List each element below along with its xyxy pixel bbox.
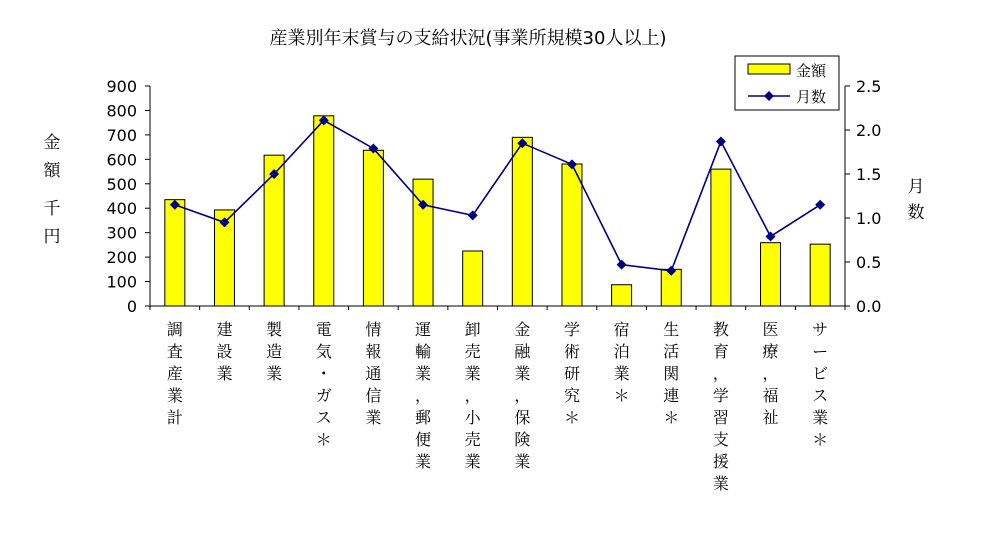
bar-3 — [314, 116, 334, 306]
bar-11 — [711, 169, 731, 306]
bar-6 — [463, 251, 483, 306]
y2-tick-label-3: 1.5 — [856, 165, 882, 184]
y-tick-label-7: 700 — [106, 125, 137, 145]
x-label-4: 情報通信業 — [365, 320, 382, 427]
y-tick-label-3: 300 — [106, 223, 137, 243]
x-label-10: 生活関連＊ — [663, 320, 680, 427]
x-label-1: 建設業 — [216, 320, 233, 383]
y2-tick-label-0: 0.0 — [856, 297, 882, 316]
legend-label-line: 月数 — [796, 88, 827, 106]
bar-13 — [810, 244, 830, 306]
bar-8 — [562, 164, 582, 306]
y-tick-label-0: 0 — [126, 297, 137, 316]
y-tick-label-1: 100 — [106, 272, 137, 292]
legend-label-bar: 金額 — [796, 62, 827, 80]
legend-swatch-bar — [748, 64, 790, 74]
x-label-9: 宿泊業＊ — [613, 320, 630, 405]
y-tick-label-8: 800 — [106, 101, 137, 121]
bar-5 — [413, 179, 433, 306]
y-tick-label-5: 500 — [106, 174, 137, 194]
bar-7 — [512, 137, 532, 306]
x-label-7: 金融業，保険業 — [514, 320, 531, 471]
chart-title: 産業別年末賞与の支給状況(事業所規模30人以上) — [269, 28, 667, 49]
x-label-11: 教育，学習支援業 — [712, 320, 729, 493]
y2-tick-label-4: 2.0 — [856, 121, 882, 140]
line-point-9 — [617, 260, 627, 270]
x-label-3: 電気・ガス＊ — [315, 320, 332, 449]
y2-tick-label-2: 1.0 — [856, 209, 882, 228]
x-label-6: 卸売業，小売業 — [464, 320, 481, 471]
y-axis-title: 金額千円 — [43, 133, 61, 247]
y2-axis-title: 月数 — [907, 177, 925, 223]
y-tick-label-6: 600 — [106, 150, 137, 170]
bar-12 — [761, 243, 781, 306]
line-point-12 — [766, 231, 776, 241]
x-label-13: サービス業＊ — [812, 320, 829, 449]
y2-tick-label-1: 0.5 — [856, 253, 882, 272]
x-label-5: 運輸業，郵便業 — [415, 320, 432, 471]
bar-9 — [612, 285, 632, 306]
x-label-8: 学術研究＊ — [563, 320, 580, 427]
y-tick-label-2: 200 — [106, 248, 137, 268]
y-tick-label-9: 900 — [106, 77, 137, 96]
line-point-11 — [716, 136, 726, 146]
line-point-13 — [815, 200, 825, 210]
x-label-0: 調査産業計 — [166, 320, 183, 427]
x-label-12: 医療，福祉 — [762, 320, 779, 427]
x-label-2: 製造業 — [266, 320, 283, 383]
y-tick-label-4: 400 — [106, 199, 137, 219]
bar-0 — [165, 200, 185, 306]
line-point-6 — [468, 210, 478, 220]
bar-4 — [363, 150, 383, 306]
y2-tick-label-5: 2.5 — [856, 77, 882, 96]
